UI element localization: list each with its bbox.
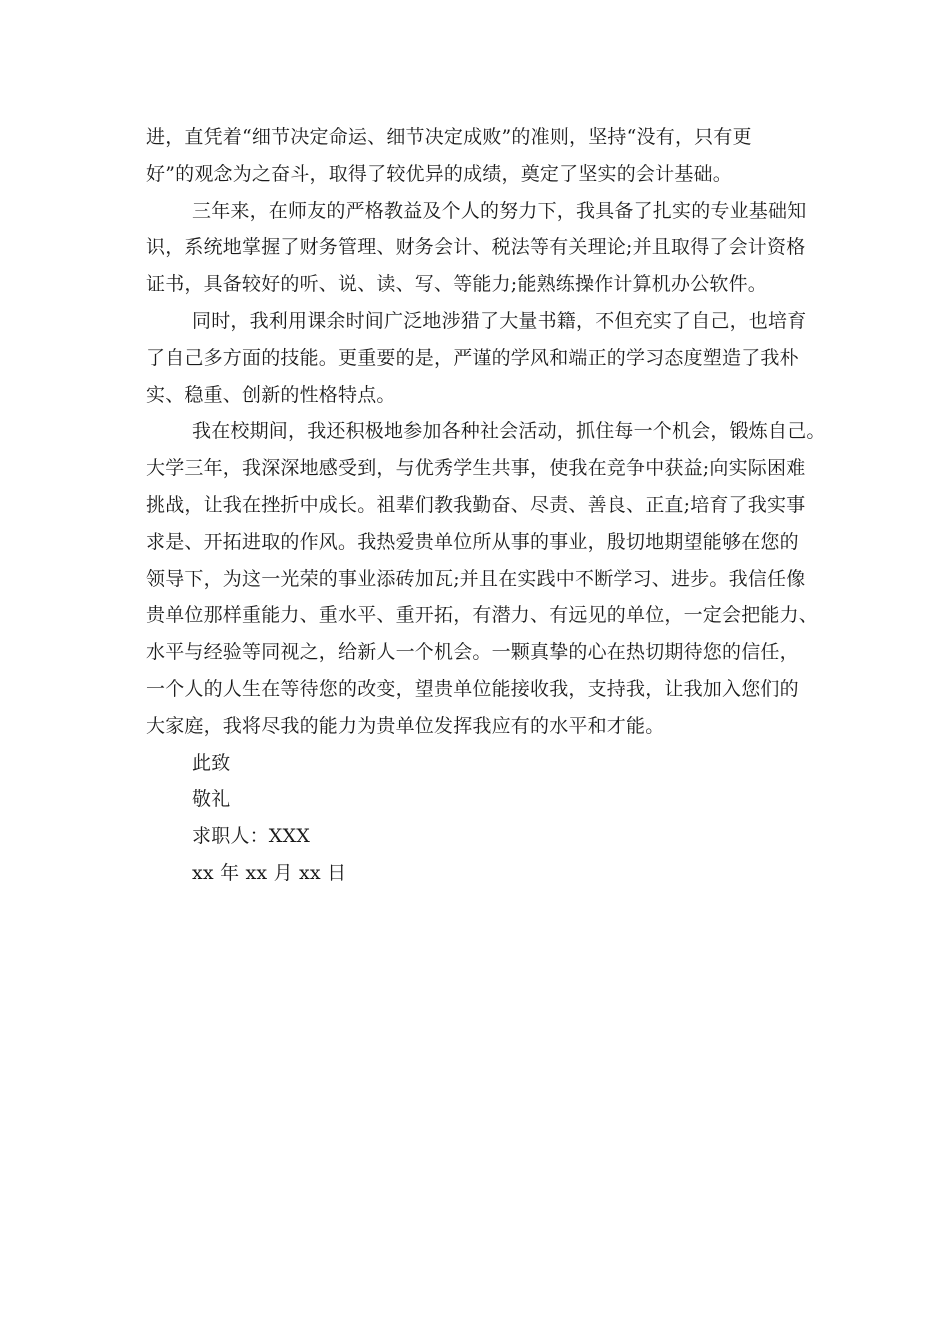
paragraph-line: 好”的观念为之奋斗，取得了较优异的成绩，奠定了坚实的会计基础。 bbox=[146, 162, 732, 185]
paragraph-line: 我在校期间，我还积极地参加各种社会活动，抓住每一个机会，锻炼自己。 bbox=[192, 420, 826, 443]
closing-regards: 敬礼 bbox=[192, 788, 231, 811]
paragraph-line: 大学三年，我深深地感受到，与优秀学生共事，使我在竞争中获益;向实际困难 bbox=[146, 457, 806, 480]
paragraph-3 bbox=[146, 303, 836, 413]
paragraph-line: 进，直凭着“细节决定命运、细节决定成败”的准则，坚持“没有，只有更 bbox=[146, 126, 752, 148]
paragraph-line: 挑战，让我在挫折中成长。祖辈们教我勤奋、尽责、善良、正直;培育了我实事 bbox=[146, 493, 806, 516]
paragraph-1 bbox=[146, 119, 836, 193]
applicant-signature: 求职人：XXX bbox=[192, 825, 310, 848]
paragraph-line: 实、稳重、创新的性格特点。 bbox=[146, 383, 396, 406]
paragraph-line: 水平与经验等同视之，给新人一个机会。一颗真挚的心在热切期待您的信任， bbox=[146, 641, 799, 664]
paragraph-line: 三年来，在师友的严格教益及个人的努力下，我具备了扎实的专业基础知 bbox=[192, 199, 807, 222]
paragraph-line: 证书，具备较好的听、说、读、写、等能力;能熟练操作计算机办公软件。 bbox=[146, 273, 768, 296]
paragraph-line: 求是、开拓进取的作风。我热爱贵单位所从事的事业，殷切地期望能够在您的 bbox=[146, 530, 799, 553]
closing-salutation: 此致 bbox=[192, 751, 231, 774]
paragraph-line: 大家庭，我将尽我的能力为贵单位发挥我应有的水平和才能。 bbox=[146, 714, 665, 737]
letter-body bbox=[146, 119, 836, 892]
letter-date: xx 年 xx 月 xx 日 bbox=[192, 861, 347, 884]
paragraph-line: 识，系统地掌握了财务管理、财务会计、税法等有关理论;并且取得了会计资格 bbox=[146, 236, 806, 259]
paragraph-line: 同时，我利用课余时间广泛地涉猎了大量书籍，不但充实了自己，也培育 bbox=[192, 309, 807, 332]
paragraph-4 bbox=[146, 413, 836, 744]
paragraph-2 bbox=[146, 193, 836, 303]
closing-block bbox=[146, 745, 836, 892]
paragraph-line: 领导下，为这一光荣的事业添砖加瓦;并且在实践中不断学习、进步。我信任像 bbox=[146, 567, 806, 590]
paragraph-line: 一个人的人生在等待您的改变，望贵单位能接收我，支持我，让我加入您们的 bbox=[146, 677, 799, 700]
paragraph-line: 贵单位那样重能力、重水平、重开拓，有潜力、有远见的单位，一定会把能力、 bbox=[146, 604, 819, 627]
paragraph-line: 了自己多方面的技能。更重要的是，严谨的学风和端正的学习态度塑造了我朴 bbox=[146, 346, 799, 369]
